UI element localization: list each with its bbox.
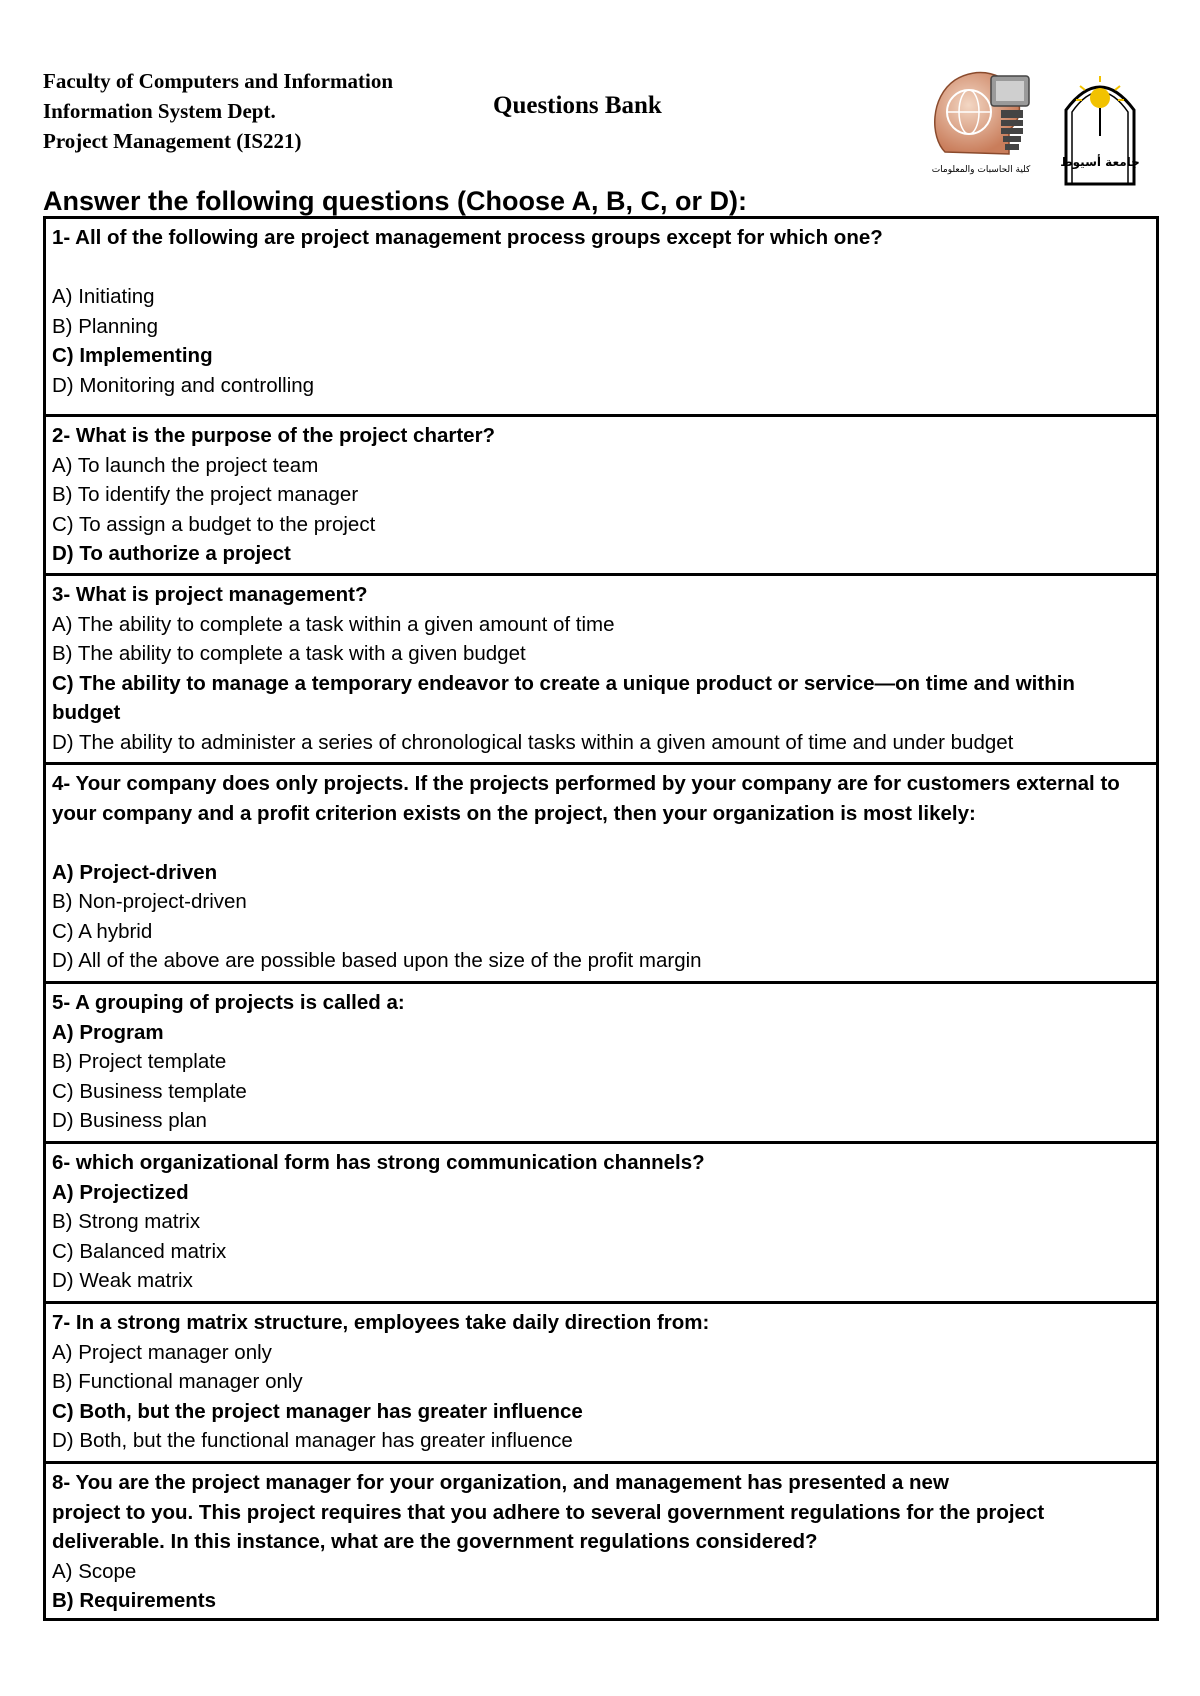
option-d: D) Weak matrix [52, 1269, 193, 1292]
question-block [46, 762, 1156, 981]
option-a: A) To launch the project team [52, 453, 319, 477]
question-text-line: deliverable. In this instance, what are the government regulations considered? [52, 1530, 818, 1553]
question-text-line: project to you. This project requires that you adhere to several government regulations for the project [52, 1500, 1045, 1524]
department-name: Information System Dept. [43, 99, 276, 123]
option-b: B) Planning [52, 314, 158, 338]
option-b: B) Functional manager only [52, 1370, 303, 1393]
option-a-correct: A) Program [52, 1020, 164, 1044]
option-d: D) Both, but the functional manager has greater influence [52, 1429, 573, 1452]
option-d: D) The ability to administer a series of chronological tasks within a given amount of time and under budget [52, 730, 1014, 754]
option-c-correct: C) Implementing [52, 344, 213, 367]
question-block [46, 414, 1156, 573]
option-a-correct: A) Projectized [52, 1180, 189, 1204]
university-logo-icon [1052, 66, 1148, 188]
header-institution [43, 66, 393, 156]
course-name: Project Management (IS221) [43, 129, 302, 153]
faculty-logo-icon [925, 62, 1037, 186]
option-d: D) All of the above are possible based upon the size of the profit margin [52, 949, 702, 972]
question-text: 7- In a strong matrix structure, employees take daily direction from: [52, 1311, 710, 1334]
question-text: 5- A grouping of projects is called a: [52, 991, 405, 1014]
option-c: C) Business template [52, 1079, 247, 1103]
option-a: A) The ability to complete a task within a given amount of time [52, 612, 615, 636]
question-block [46, 573, 1156, 762]
question-block [46, 219, 1156, 414]
option-b: B) Non-project-driven [52, 890, 247, 913]
option-b: B) Project template [52, 1050, 227, 1073]
option-c: C) Balanced matrix [52, 1239, 227, 1263]
option-d: D) Business plan [52, 1109, 207, 1132]
faculty-logo-text: كلية الحاسبات والمعلومات [931, 165, 1031, 175]
faculty-name: Faculty of Computers and Information [43, 69, 393, 93]
question-block [46, 981, 1156, 1141]
question-block [46, 1301, 1156, 1461]
option-c: C) A hybrid [52, 919, 153, 943]
question-text-line: 8- You are the project manager for your organization, and management has presented a new [52, 1471, 949, 1494]
questions-table [43, 216, 1159, 1621]
question-block [46, 1461, 1156, 1618]
option-b: B) To identify the project manager [52, 483, 359, 506]
option-c-correct: C) The ability to manage a temporary endeavor to create a unique product or service—on time and within budget [52, 671, 1075, 724]
question-block [46, 1141, 1156, 1301]
option-b: B) The ability to complete a task with a given budget [52, 642, 526, 665]
option-a: A) Scope [52, 1559, 137, 1583]
option-c-correct: C) Both, but the project manager has greater influence [52, 1399, 583, 1423]
option-b-correct: B) Requirements [52, 1589, 217, 1612]
university-logo-text: جامعة أسيوط [1060, 155, 1140, 169]
question-text: 6- which organizational form has strong communication channels? [52, 1151, 705, 1174]
option-a: A) Project manager only [52, 1340, 272, 1364]
question-text: 1- All of the following are project management process groups except for which one? [52, 226, 883, 249]
page-title: Questions Bank [493, 92, 662, 119]
question-text: 4- Your company does only projects. If the projects performed by your company are for customers external to your company and a profit criterion exists on the project, then your organization is most likely: [52, 772, 1120, 825]
option-b: B) Strong matrix [52, 1210, 201, 1233]
question-text: 2- What is the purpose of the project charter? [52, 424, 496, 447]
option-a: A) Initiating [52, 285, 155, 308]
option-c: C) To assign a budget to the project [52, 512, 376, 536]
option-d-correct: D) To authorize a project [52, 542, 291, 565]
instructions: Answer the following questions (Choose A, B, C, or D): [43, 186, 748, 216]
option-a-correct: A) Project-driven [52, 860, 218, 884]
question-text: 3- What is project management? [52, 583, 368, 606]
option-d: D) Monitoring and controlling [52, 373, 315, 397]
